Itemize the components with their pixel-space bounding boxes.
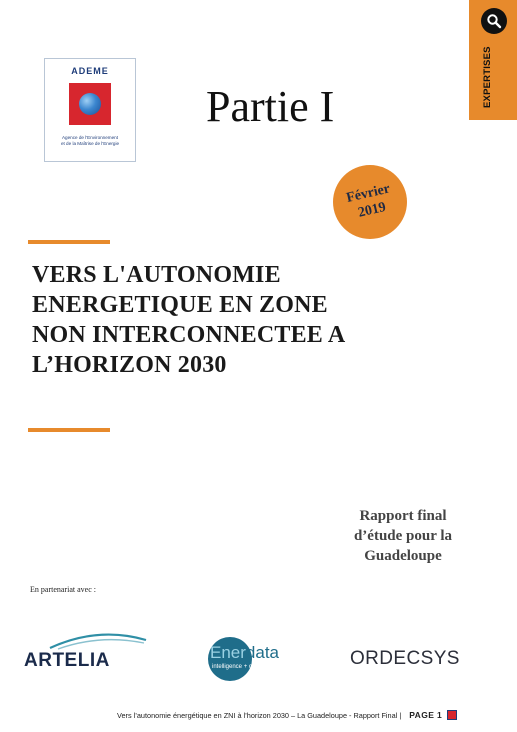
artelia-arc-icon [48,630,148,650]
ademe-emblem [69,83,111,125]
report-title-line-4: L’HORIZON 2030 [32,352,227,378]
title-rule-bottom [28,428,110,432]
partner-label: En partenariat avec : [30,585,96,594]
globe-icon [79,93,101,115]
enerdata-wordmark [210,643,279,663]
search-icon[interactable] [481,8,507,34]
enerdata-ener: Ener [210,643,246,662]
part-title: Partie I [206,82,335,131]
enerdata-logo [206,635,298,685]
artelia-logo [24,630,150,678]
enerdata-tagline: intelligence + consulting [212,664,276,670]
date-badge [333,165,407,239]
ordecsys-logo: ORDECSYS [350,648,460,669]
report-title-line-2: ENERGETIQUE EN ZONE [32,292,328,318]
footer-page-number: PAGE 1 [409,710,443,720]
date-year: 2019 [356,199,388,221]
date-month: Février [344,181,392,207]
report-subtitle-line-3: Guadeloupe [364,548,442,564]
report-subtitle-line-2: d’étude pour la [353,528,453,544]
artelia-wordmark: ARTELIA [24,650,110,671]
expertises-label: EXPERTISES [482,46,493,108]
expertises-tab[interactable] [469,0,517,120]
enerdata-data: data [245,643,280,662]
ademe-tagline-line-1: Agence de l'Environnement [61,135,119,140]
report-title-line-3: NON INTERCONNECTEE A [32,322,346,348]
report-title-line-1: VERS L'AUTONOMIE [32,262,281,288]
search-icon-glyph [486,13,502,29]
report-subtitle [340,506,466,566]
report-subtitle-line-1: Rapport final [359,508,447,524]
ademe-name: ADEME [71,66,109,76]
ademe-mini-logo-icon [447,710,457,720]
page-footer [117,710,457,720]
title-rule-top [28,240,110,244]
ademe-tagline [47,135,133,147]
ademe-tagline-line-2: et de la Maîtrise de l'Energie [60,141,120,146]
date-text [345,180,396,223]
ademe-logo [44,58,136,162]
footer-text: Vers l’autonomie énergétique en ZNI à l’horizon 2030 – La Guadeloupe - Rapport Final | [117,710,402,720]
report-title [32,260,432,380]
